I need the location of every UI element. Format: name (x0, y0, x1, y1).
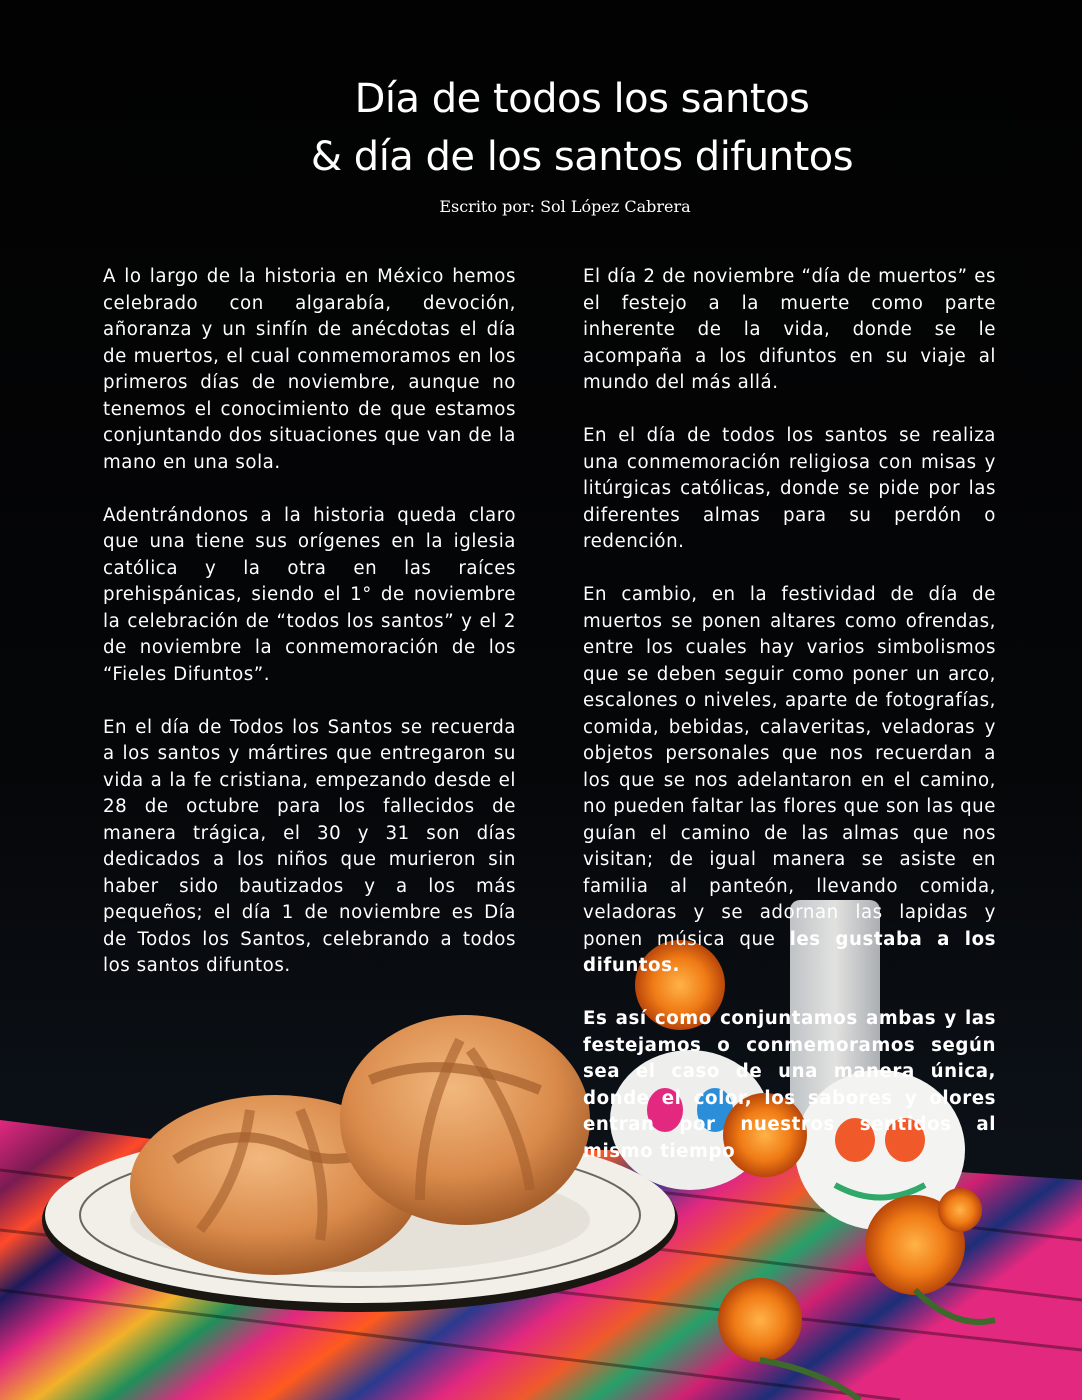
article-title (0, 70, 1082, 186)
paragraph: En el día de Todos los Santos se recuerda a los santos y mártires que entregaron su vida a la fe cristiana, empezando desde el 28 de octubre para los fallecidos de manera trágica, el 30 y 31 son días dedicados a los niños que murieron sin haber sido bautizados y a los más pequeños; el día 1 de noviembre es Día de Todos los Santos, celebrando a todos los santos difuntos. (103, 716, 516, 976)
paragraph: Adentrándonos a la historia queda claro que una tiene sus orígenes en la iglesia católica y la otra en las raíces prehispánicas, siendo el 1° de noviembre la celebración de “todos los santos” y el 2 de noviembre la conmemoración de los “Fieles Difuntos”. (103, 504, 516, 685)
paragraph-bold-text: les gustaba a los difuntos. (583, 928, 996, 976)
paragraph: El día 2 de noviembre “día de muertos” es el festejo a la muerte como parte inherente de la vida, donde se le acompaña a los difuntos en su viaje al mundo del más allá. (583, 266, 996, 393)
title-line-1: Día de todos los santos (354, 76, 810, 122)
title-line-2: & día de los santos difuntos (310, 134, 854, 180)
paragraph-text: En cambio, en la festividad de día de muertos se ponen altares como ofrendas, entre los cuales hay varios simbolismos que se deben seguir como poner un arco, escalones o niveles, aparte de fotografías, comida, bebidas, calaveritas, veladoras y objetos personales que nos recuerdan a los que se nos adelantaron en el camino, no pueden faltar las flores que son las que guían el camino de las almas que nos visitan; de igual manera se asiste en familia al panteón, llevando comida, veladoras y se adornan las lapidas y ponen música que (583, 584, 996, 950)
closing-paragraph: Es así como conjuntamos ambas y las festejamos o conmemoramos según sea el caso de una manera única, donde el color, los sabores y olores entran por nuestros sentidos al mismo tiempo (583, 1008, 996, 1162)
left-column (103, 264, 516, 1006)
article-byline: Escrito por: Sol López Cabrera (439, 197, 691, 216)
paragraph (583, 582, 996, 980)
paragraph: A lo largo de la historia en México hemos celebrado con algarabía, devoción, añoranza y un sinfín de anécdotas el día de muertos, el cual conmemoramos en los primeros días de noviembre, aunque no tenemos el conocimiento de que estamos conjuntando dos situaciones que van de la mano en una sola. (103, 266, 516, 473)
right-column (583, 264, 996, 1192)
paragraph: En el día de todos los santos se realiza una conmemoración religiosa con misas y litúrgicas católicas, donde se pide por las diferentes almas para su perdón o redención. (583, 425, 996, 552)
